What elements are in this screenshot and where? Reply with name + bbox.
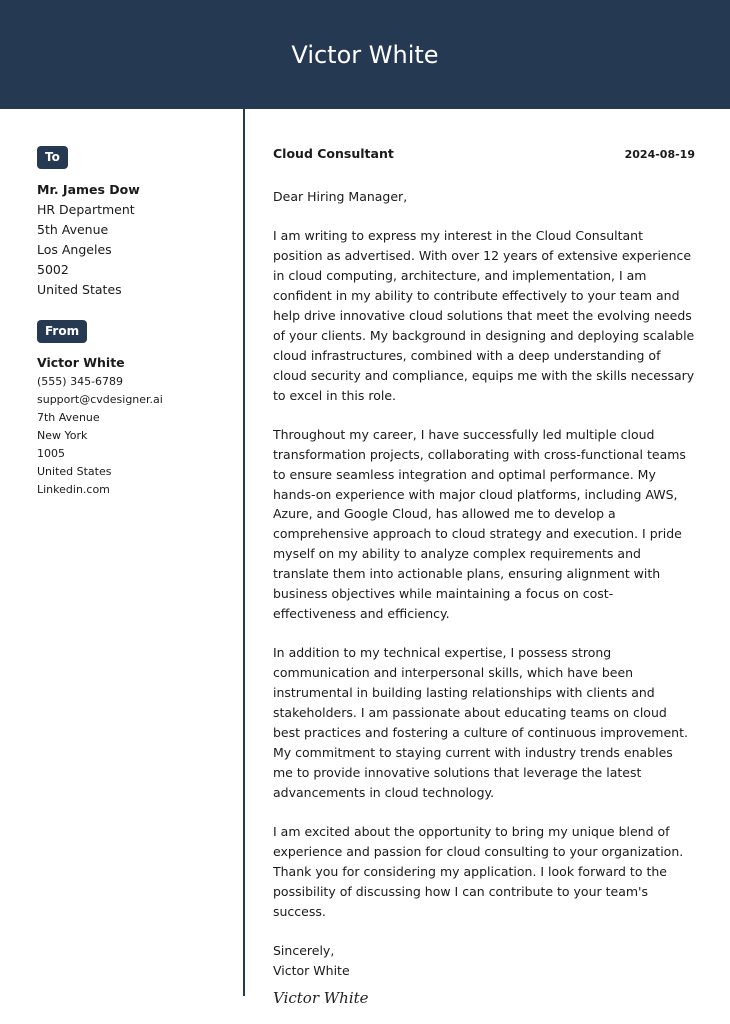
- applicant-name: Victor White: [291, 40, 439, 69]
- recipient-line: 5th Avenue: [37, 222, 109, 237]
- closing-name: Victor White: [273, 962, 350, 978]
- paragraph: I am excited about the opportunity to bring my unique blend of experience and passion for cloud consulting to your organization. Thank you for considering my application. I look forward to the possibility of discussing how I can contribute to your team's success.: [273, 823, 684, 919]
- sender-line: 1005: [37, 447, 65, 460]
- letter-body: [273, 146, 695, 1009]
- paragraph: Throughout my career, I have successfully led multiple cloud transformation projects, collaborating with cross-functional teams to ensure seamless integration and optimal performance. My hands-on experience with major cloud platforms, including AWS, Azure, and Google Cloud, has allowed me to develop a comprehensive approach to cloud strategy and execution. I pride myself on my ability to analyze complex requirements and translate them into actionable plans, ensuring alignment with business objectives while maintaining a focus on cost-effectiveness and efficiency.: [273, 426, 686, 621]
- paragraph: In addition to my technical expertise, I possess strong communication and interpersonal skills, which have been instrumental in building lasting relationships with clients and stakeholders. I am passionate about educating teams on cloud best practices and fostering a culture of continuous improvement. My commitment to staying current with industry trends enables me to provide innovative solutions that leverage the latest advancements in cloud technology.: [273, 645, 688, 800]
- recipient-line: HR Department: [37, 202, 135, 217]
- sender-line: 7th Avenue: [37, 411, 100, 424]
- sender-line: New York: [37, 429, 88, 442]
- recipient-block: [37, 180, 232, 300]
- sidebar: [37, 146, 232, 499]
- greeting: Dear Hiring Manager,: [273, 189, 408, 204]
- recipient-line: 5002: [37, 262, 69, 277]
- sender-email: support@cvdesigner.ai: [37, 393, 163, 406]
- to-tag: To: [37, 146, 68, 169]
- sender-name: Victor White: [37, 355, 125, 370]
- sender-block: [37, 353, 232, 499]
- column-divider: [243, 109, 245, 996]
- recipient-name: Mr. James Dow: [37, 182, 140, 197]
- paragraph: I am writing to express my interest in the Cloud Consultant position as advertised. With over 12 years of extensive experience in cloud computing, architecture, and implementation, I am confident in my ability to contribute effectively to your team and help drive innovative cloud solutions that meet the evolving needs of your clients. My background in designing and deploying scalable cloud infrastructures, combined with a deep understanding of cloud security and compliance, equips me with the skills necessary to excel in this role.: [273, 228, 695, 403]
- sender-phone: (555) 345-6789: [37, 375, 124, 388]
- sender-linkedin: Linkedin.com: [37, 483, 110, 496]
- title-row: [273, 146, 695, 161]
- signature: Victor White: [273, 988, 369, 1007]
- sender-line: United States: [37, 465, 112, 478]
- header-banner: [0, 0, 730, 109]
- recipient-line: Los Angeles: [37, 242, 112, 257]
- job-title: Cloud Consultant: [273, 146, 394, 161]
- letter-text: [273, 187, 695, 1009]
- recipient-line: United States: [37, 282, 122, 297]
- letter-date: 2024-08-19: [624, 148, 695, 161]
- closing: Sincerely,: [273, 942, 335, 958]
- from-tag: From: [37, 320, 87, 343]
